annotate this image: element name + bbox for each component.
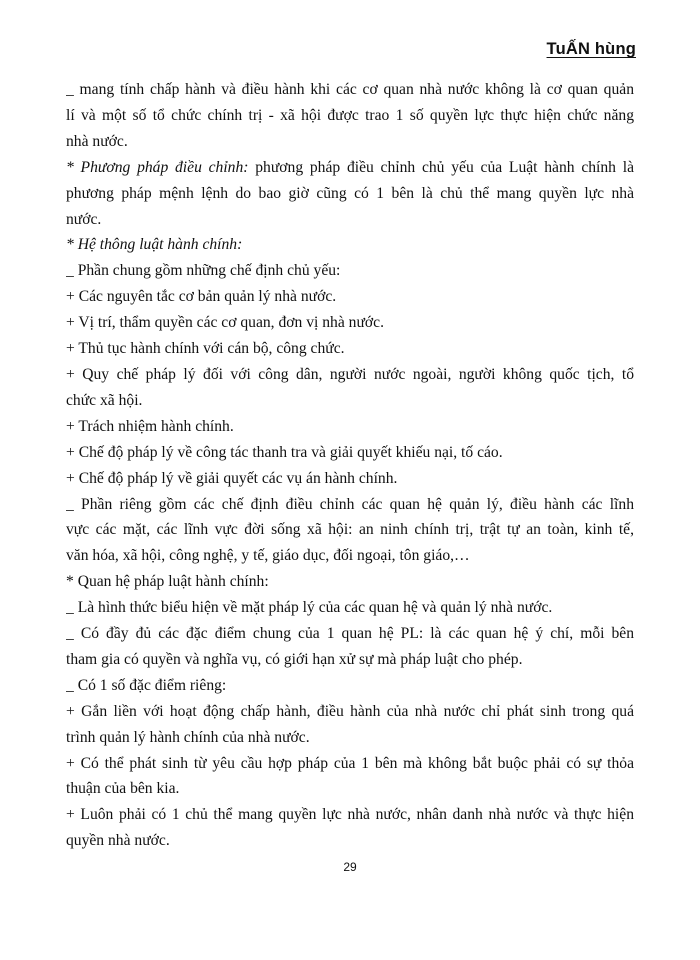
- text-line: [66, 414, 634, 440]
- text-line: [66, 362, 634, 388]
- author-header: TuẤN hùng: [546, 40, 636, 58]
- line-text: _ Là hình thức biểu hiện về mặt pháp lý của các quan hệ và quản lý nhà nước.: [66, 599, 553, 617]
- text-line: [66, 492, 634, 518]
- line-text: _ Phần chung gồm những chế định chủ yếu:: [66, 262, 341, 280]
- line-text: + Trách nhiệm hành chính.: [66, 417, 234, 435]
- line-text: + Các nguyên tắc cơ bản quản lý nhà nước.: [66, 288, 337, 306]
- text-line: [66, 673, 634, 699]
- italic-heading: * Hệ thông luật hành chính:: [66, 236, 243, 254]
- text-line: [66, 232, 634, 258]
- text-line: [66, 647, 634, 673]
- text-line: [66, 828, 634, 854]
- line-text: + Chế độ pháp lý về giải quyết các vụ án hành chính.: [66, 469, 398, 487]
- text-line: [66, 776, 634, 802]
- text-line: [66, 517, 634, 543]
- text-line: [66, 155, 634, 181]
- line-text: + Quy chế pháp lý đối với công dân, người nước ngoài, người không quốc tịch, tổ: [66, 365, 634, 383]
- line-text: quyền nhà nước.: [66, 832, 170, 850]
- text-line: [66, 258, 634, 284]
- line-text: + Gắn liền với hoạt động chấp hành, điều hành của nhà nước chỉ phát sinh trong quá: [66, 702, 634, 720]
- text-line: [66, 336, 634, 362]
- text-line: [66, 466, 634, 492]
- line-text: + Thủ tục hành chính với cán bộ, công chức.: [66, 340, 345, 358]
- line-text: phương pháp điều chỉnh chủ yếu của Luật hành chính là: [248, 158, 634, 176]
- text-line: [66, 129, 634, 155]
- line-text: + Chế độ pháp lý về công tác thanh tra và giải quyết khiếu nại, tố cáo.: [66, 443, 503, 461]
- text-line: [66, 77, 634, 103]
- text-line: [66, 751, 634, 777]
- text-line: [66, 284, 634, 310]
- italic-heading: * Phương pháp điều chỉnh:: [66, 158, 249, 176]
- text-line: [66, 543, 634, 569]
- line-text: tham gia có quyền và nghĩa vụ, có giới hạn xử sự mà pháp luật cho phép.: [66, 650, 523, 668]
- text-line: [66, 595, 634, 621]
- text-line: [66, 207, 634, 233]
- line-text: phương pháp mệnh lệnh do bao giờ cũng có 1 bên là chủ thể mang quyền lực nhà: [66, 184, 634, 202]
- text-line: [66, 802, 634, 828]
- line-text: + Vị trí, thẩm quyền các cơ quan, đơn vị nhà nước.: [66, 314, 384, 332]
- line-text: thuận của bên kia.: [66, 780, 180, 798]
- line-text: + Có thể phát sinh từ yêu cầu hợp pháp của 1 bên mà không bắt buộc phải có sự thỏa: [66, 754, 634, 772]
- page-number: 29: [343, 860, 357, 874]
- text-line: [66, 699, 634, 725]
- line-text: _ Phần riêng gồm các chế định điều chỉnh các quan hệ quản lý, điều hành các lĩnh: [66, 495, 634, 513]
- text-line: [66, 621, 634, 647]
- line-text: nhà nước.: [66, 132, 128, 150]
- line-text: + Luôn phải có 1 chủ thể mang quyền lực nhà nước, nhân danh nhà nước và thực hiện: [66, 806, 634, 824]
- line-text: vực các mặt, các lĩnh vực đời sống xã hội: an ninh chính trị, trật tự an toàn, kinh tế,: [66, 521, 634, 539]
- text-line: [66, 569, 634, 595]
- text-line: [66, 181, 634, 207]
- text-line: [66, 388, 634, 414]
- line-text: _ Có 1 số đặc điểm riêng:: [66, 676, 227, 694]
- line-text: trình quản lý hành chính của nhà nước.: [66, 728, 310, 746]
- line-text: nước.: [66, 210, 102, 228]
- line-text: lí và một số tổ chức chính trị - xã hội được trao 1 số quyền lực thực hiện chức năng: [66, 106, 634, 124]
- text-line: [66, 440, 634, 466]
- line-text: _ Có đầy đủ các đặc điểm chung của 1 quan hệ PL: là các quan hệ ý chí, mỗi bên: [66, 625, 634, 643]
- line-text: văn hóa, xã hội, công nghệ, y tế, giáo dục, đối ngoại, tôn giáo,…: [66, 547, 470, 565]
- line-text: _ mang tính chấp hành và điều hành khi các cơ quan nhà nước không là cơ quan quản: [66, 81, 634, 98]
- line-text: * Quan hệ pháp luật hành chính:: [66, 573, 269, 591]
- text-line: [66, 103, 634, 129]
- body-text: [66, 77, 634, 854]
- text-line: [66, 725, 634, 751]
- text-line: [66, 310, 634, 336]
- line-text: chức xã hội.: [66, 391, 143, 409]
